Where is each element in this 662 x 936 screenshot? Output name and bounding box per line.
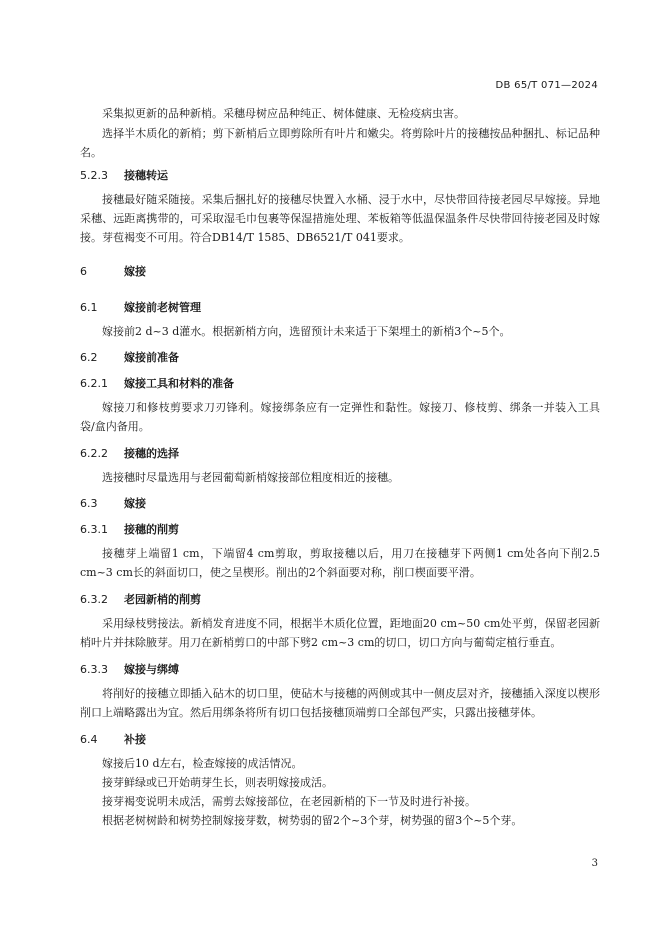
section-heading-6-3-3: [80, 662, 179, 678]
section-heading-6-2-2: [80, 446, 179, 462]
paragraph: 接芽鲜绿或已开始萌芽生长，则表明嫁接成活。: [102, 776, 333, 789]
paragraph: 嫁接刀和修枝剪要求刀刃锋利。嫁接绑条应有一定弹性和黏性。嫁接刀、修枝剪、绑条一并装入工具袋/盒内备用。: [80, 401, 600, 433]
section-number: 6.1: [80, 301, 98, 314]
section-number: 6.3.2: [80, 593, 108, 606]
section-title: 嫁接与绑缚: [124, 663, 179, 676]
section-number: 6.4: [80, 733, 98, 746]
paragraph: 采集拟更新的品种新梢。采穗母树应品种纯正、树体健康、无检疫病虫害。: [102, 107, 465, 120]
paragraph: 接穗最好随采随接。采集后捆扎好的接穗尽快置入水桶、浸于水中，尽快带回待接老园尽早嫁接。异地采穗、远距离携带的，可采取湿毛巾包裹等保湿措施处理、苯板箱等低温保温条件尽快带回待接老园及时嫁接。芽苞褐变不可用。符合DB14/T 1585、DB6521/T 041要求。: [80, 193, 600, 244]
section-heading-6-4: [80, 732, 146, 748]
section-heading-6: [80, 264, 146, 280]
paragraph: 嫁接后10 d左右，检查嫁接的成活情况。: [102, 757, 303, 770]
section-number: 6.3.3: [80, 663, 108, 676]
document-header-id: DB 65/T 071—2024: [495, 80, 598, 91]
paragraph: 将削好的接穗立即插入砧木的切口里，使砧木与接穗的两侧或其中一侧皮层对齐，接穗插入深度以楔形削口上端略露出为宜。然后用绑条将所有切口包括接穗顶端剪口全部包严实，只露出接穗芽体。: [80, 687, 600, 719]
paragraph: 根据老树树龄和树势控制嫁接芽数，树势弱的留2个~3个芽，树势强的留3个~5个芽。: [102, 814, 523, 827]
section-title: 老园新梢的削剪: [124, 593, 201, 606]
page-number: 3: [591, 858, 598, 869]
section-heading-6-3-2: [80, 592, 201, 608]
section-title: 嫁接工具和材料的准备: [124, 377, 234, 390]
section-number: 6: [80, 265, 87, 278]
section-title: 嫁接前准备: [124, 351, 179, 364]
section-heading-6-1: [80, 300, 201, 316]
section-heading-6-2-1: [80, 376, 234, 392]
section-title: 接穗的选择: [124, 447, 179, 460]
section-heading-6-3: [80, 496, 146, 512]
section-title: 接穗的削剪: [124, 523, 179, 536]
section-title: 接穗转运: [124, 169, 168, 182]
paragraph: 嫁接前2 d~3 d灌水。根据新梢方向，选留预计未来适于下架埋土的新梢3个~5个。: [102, 325, 511, 338]
section-number: 6.3.1: [80, 523, 108, 536]
section-heading-5-2-3: [80, 168, 168, 184]
section-number: 6.2.1: [80, 377, 108, 390]
paragraph: 接穗芽上端留1 cm，下端留4 cm剪取，剪取接穗以后，用刀在接穗芽下两侧1 cm处各向下削2.5 cm~3 cm长的斜面切口，使之呈楔形。削出的2个斜面要对称，削口楔面要平滑。: [80, 547, 600, 579]
section-number: 6.3: [80, 497, 98, 510]
paragraph: 采用绿枝劈接法。新梢发育进度不同，根据半木质化位置，距地面20 cm~50 cm处平剪，保留老园新梢叶片并抹除腋芽。用刀在新梢剪口的中部下劈2 cm~3 cm的切口，切口方向与葡萄定植行垂直。: [80, 617, 600, 649]
paragraph: 接芽褐变说明未成活，需剪去嫁接部位，在老园新梢的下一节及时进行补接。: [102, 795, 476, 808]
section-heading-6-3-1: [80, 522, 179, 538]
paragraph: 选择半木质化的新梢；剪下新梢后立即剪除所有叶片和嫩尖。将剪除叶片的接穗按品种捆扎、标记品种名。: [80, 127, 600, 159]
section-heading-6-2: [80, 350, 179, 366]
section-title: 嫁接: [124, 265, 146, 278]
paragraph: 选接穗时尽量选用与老园葡萄新梢嫁接部位粗度相近的接穗。: [102, 471, 399, 484]
section-number: 5.2.3: [80, 169, 108, 182]
section-title: 补接: [124, 733, 146, 746]
section-title: 嫁接: [124, 497, 146, 510]
section-title: 嫁接前老树管理: [124, 301, 201, 314]
section-number: 6.2.2: [80, 447, 108, 460]
section-number: 6.2: [80, 351, 98, 364]
